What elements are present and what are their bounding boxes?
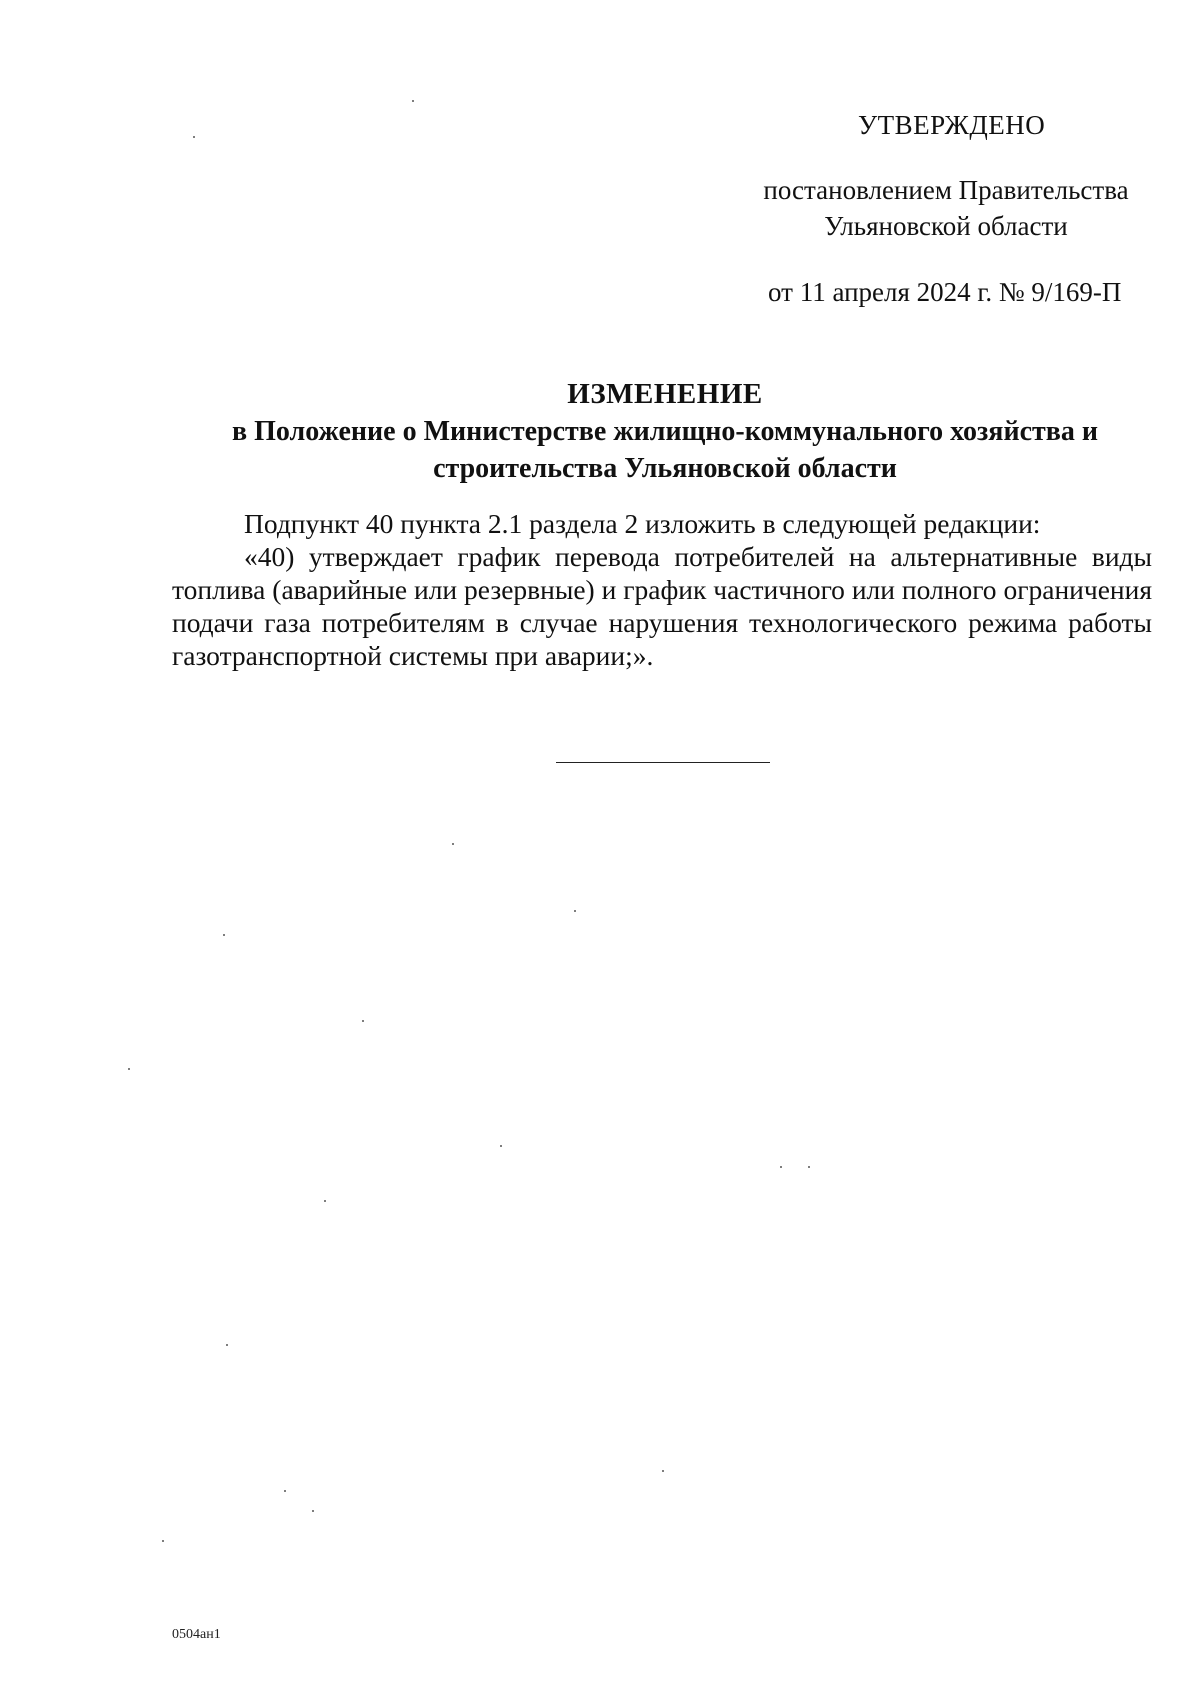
approval-authority: постановлением Правительства Ульяновской области (763, 175, 1129, 241)
body-quote-paragraph: «40) утверждает график перевода потребителей на альтернативные виды топлива (аварийные или резервные) и график частичного или полного ограничения подачи газа потребителям в случае нарушения технологического режима работы газотранспортной системы при аварии;». (172, 541, 1152, 671)
scan-speck (808, 1166, 810, 1168)
scan-speck (324, 1200, 326, 1202)
scan-speck (412, 100, 414, 102)
scan-speck (312, 1510, 314, 1512)
scan-speck (780, 1166, 782, 1168)
scan-speck (500, 1145, 502, 1147)
document-subtitle: в Положение о Министерстве жилищно-коммунального хозяйства и строительства Ульяновской области (231, 416, 1099, 484)
body-intro-paragraph: Подпункт 40 пункта 2.1 раздела 2 изложить в следующей редакции: (244, 508, 1041, 539)
scan-speck (223, 934, 225, 936)
end-rule-divider (556, 762, 770, 763)
scan-speck (452, 843, 454, 845)
approval-date: от 11 апреля 2024 г. № 9/169-П (768, 277, 1122, 307)
document-title: ИЗМЕНЕНИЕ (567, 378, 763, 410)
scan-speck (574, 910, 576, 912)
scan-speck (162, 1540, 164, 1542)
document-body (172, 507, 1152, 672)
scan-speck (662, 1470, 664, 1472)
document-heading (200, 376, 1130, 487)
scan-speck (362, 1020, 364, 1022)
scan-speck (226, 1344, 228, 1346)
approval-title: УТВЕРЖДЕНО (858, 110, 1046, 140)
scan-speck (128, 1068, 130, 1070)
document-code: 0504ан1 (172, 1627, 221, 1642)
scan-speck (284, 1490, 286, 1492)
scan-speck (193, 136, 195, 138)
